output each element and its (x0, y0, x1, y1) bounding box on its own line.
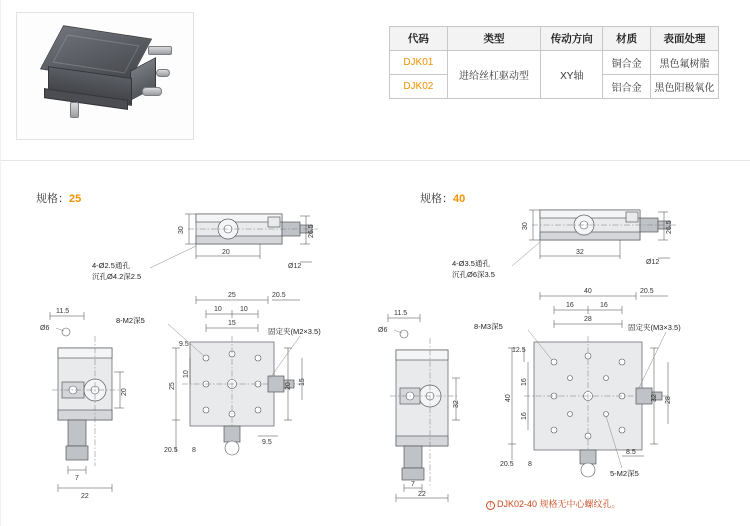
cell-code: DJK02 (390, 75, 448, 99)
svg-text:5-M2深5: 5-M2深5 (610, 469, 639, 478)
cell-finish: 黑色氟树脂 (651, 51, 719, 75)
svg-text:10: 10 (183, 370, 190, 378)
svg-text:11.5: 11.5 (394, 310, 408, 317)
svg-text:16: 16 (566, 302, 574, 309)
svg-text:16: 16 (521, 378, 528, 386)
panel-label-prefix: 规格： (420, 193, 453, 205)
svg-text:20.5: 20.5 (272, 292, 286, 299)
svg-text:9.5: 9.5 (262, 439, 272, 446)
svg-text:8: 8 (192, 447, 196, 454)
svg-text:26.5: 26.5 (666, 220, 673, 234)
svg-text:8-M3深5: 8-M3深5 (474, 322, 503, 331)
svg-text:Ø12: Ø12 (288, 263, 302, 270)
svg-text:10: 10 (214, 306, 222, 313)
cell-code: DJK01 (390, 51, 448, 75)
panel-label-value: 40 (453, 193, 466, 205)
svg-text:Ø12: Ø12 (646, 259, 660, 266)
th-code: 代码 (390, 27, 448, 51)
svg-text:9.5: 9.5 (179, 341, 189, 348)
svg-text:32: 32 (576, 249, 584, 256)
footnote-text: DJK02-40 规格无中心螺纹孔。 (497, 499, 621, 509)
svg-text:20: 20 (222, 249, 230, 256)
svg-text:15: 15 (299, 378, 306, 386)
panel25-plan-view (116, 292, 321, 455)
svg-text:固定夹(M2×3.5): 固定夹(M2×3.5) (268, 327, 321, 336)
svg-text:4-Ø2.5通孔: 4-Ø2.5通孔 (92, 261, 130, 270)
svg-text:8: 8 (528, 461, 532, 468)
svg-text:沉孔Ø6深3.5: 沉孔Ø6深3.5 (452, 270, 495, 279)
panel-label-value: 25 (69, 193, 82, 205)
cell-type: 进给丝杠驱动型 (447, 51, 541, 99)
cell-material: 铜合金 (603, 51, 651, 75)
svg-text:20.5: 20.5 (164, 447, 178, 454)
svg-text:20.5: 20.5 (500, 461, 514, 468)
svg-text:11.5: 11.5 (56, 308, 70, 315)
svg-text:4-Ø3.5通孔: 4-Ø3.5通孔 (452, 259, 490, 268)
svg-text:Ø6: Ø6 (378, 327, 388, 334)
th-finish: 表面处理 (651, 27, 719, 51)
th-material: 材质 (603, 27, 651, 51)
svg-text:Ø6: Ø6 (40, 325, 50, 332)
svg-text:8-M2深5: 8-M2深5 (116, 316, 145, 325)
svg-text:28: 28 (665, 396, 672, 404)
svg-text:20: 20 (121, 388, 128, 396)
panel25-side-view (40, 308, 128, 500)
cell-material: 铝合金 (603, 75, 651, 99)
svg-text:30: 30 (522, 222, 529, 230)
cell-direction: XY轴 (541, 51, 603, 99)
svg-text:沉孔Ø4.2深2.5: 沉孔Ø4.2深2.5 (92, 272, 142, 281)
panel40-elevation (452, 210, 676, 279)
warning-icon: ! (486, 501, 495, 510)
svg-text:30: 30 (178, 226, 185, 234)
panel40-side-view (378, 310, 460, 502)
svg-text:32: 32 (651, 394, 658, 402)
svg-text:16: 16 (521, 412, 528, 420)
svg-text:40: 40 (505, 394, 512, 402)
th-direction: 传动方向 (541, 27, 603, 51)
svg-text:20: 20 (285, 382, 292, 390)
panel40-plan-view (474, 288, 681, 478)
svg-text:28: 28 (584, 316, 592, 323)
footnote (486, 497, 621, 510)
svg-text:25: 25 (228, 292, 236, 299)
svg-text:12.5: 12.5 (512, 347, 526, 354)
panel25-elevation (92, 214, 318, 281)
svg-text:15: 15 (228, 320, 236, 327)
svg-text:8.5: 8.5 (626, 449, 636, 456)
svg-text:7: 7 (411, 481, 415, 488)
svg-text:20.5: 20.5 (640, 288, 654, 295)
svg-text:32: 32 (453, 400, 460, 408)
svg-text:10: 10 (240, 306, 248, 313)
svg-text:25: 25 (169, 382, 176, 390)
svg-text:22: 22 (418, 491, 426, 498)
svg-text:7: 7 (75, 475, 79, 482)
svg-text:22: 22 (81, 493, 89, 500)
svg-text:16: 16 (600, 302, 608, 309)
panel-label-prefix: 规格： (36, 193, 69, 205)
svg-text:40: 40 (584, 288, 592, 295)
svg-text:26.5: 26.5 (308, 224, 315, 238)
cell-finish: 黑色阳极氧化 (651, 75, 719, 99)
th-type: 类型 (447, 27, 541, 51)
svg-text:固定夹(M3×3.5): 固定夹(M3×3.5) (628, 323, 681, 332)
